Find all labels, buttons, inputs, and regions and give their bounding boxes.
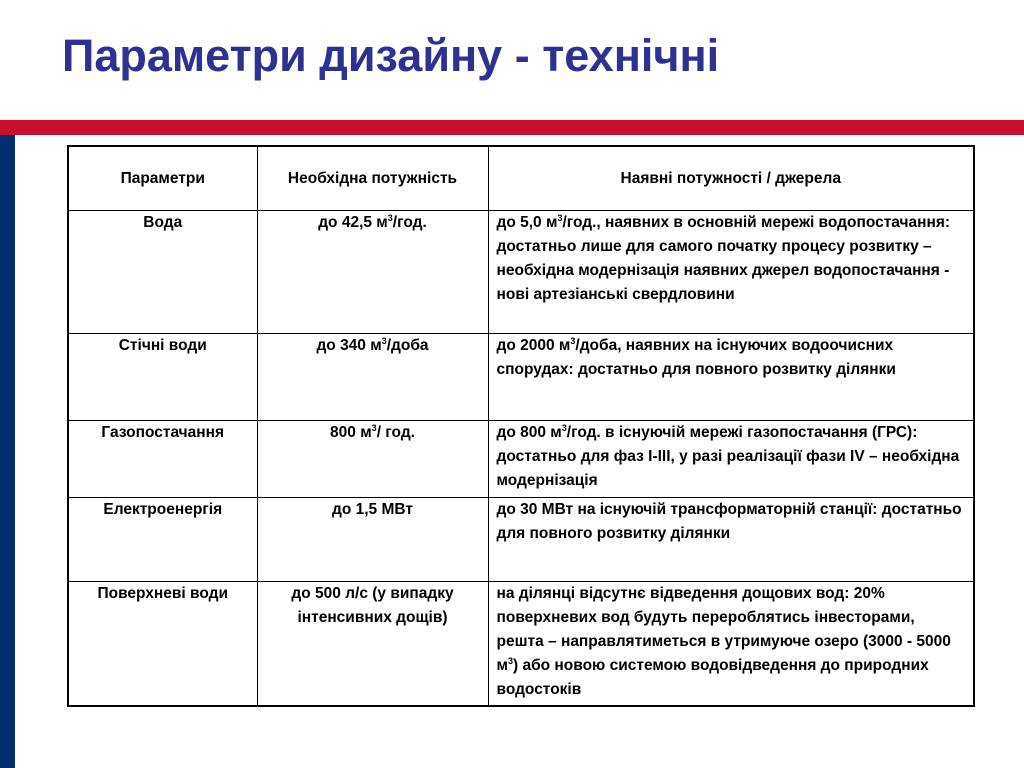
param-cell: Поверхневі води [68,582,257,707]
header-parameters: Параметри [68,146,257,211]
param-cell: Газопостачання [68,421,257,498]
table-row [68,421,974,498]
required-cell: 800 $м^3/$ год. [257,421,488,498]
param-cell: Стічні води [68,334,257,421]
available-cell: до 30 МВт на існуючій трансформаторній станції: достатньо для повного розвитку ділянки [488,498,974,582]
header-available-capacity: Наявні потужності / джерела [488,146,974,211]
param-cell: Вода [68,211,257,334]
parameters-table [67,145,975,707]
available-cell: на ділянці відсутнє відведення дощових вод: 20% поверхневих вод будуть перероблятись інвесторами, решта – направлятиметься в утримуюче озеро (3000 - 5000 $м^3$) або новою системою водовідведення до природних водостоків [488,582,974,707]
header-required-capacity: Необхідна потужність [257,146,488,211]
table-row [68,582,974,707]
available-cell: до 2000 $м^3$/доба, наявних на існуючих водоочисних спорудах: достатньо для повного розвитку ділянки [488,334,974,421]
table-row [68,211,974,334]
slide-title: Параметри дизайну - технічні [62,30,720,81]
required-cell: до 500 л/с (у випадку інтенсивних дощів) [257,582,488,707]
table-row [68,334,974,421]
required-cell: до 340 $м^3$/доба [257,334,488,421]
available-cell: до 800 $м^3$/год. в існуючій мережі газопостачання (ГРС): достатньо для фаз I-III, у разі реалізації фази IV – необхідна модернізація [488,421,974,498]
accent-bar [0,120,1024,135]
table-row [68,498,974,582]
param-cell: Електроенергія [68,498,257,582]
table-header-row [68,146,974,211]
side-bar [0,135,15,768]
available-cell: до 5,0 $м^3$/год., наявних в основній мережі водопостачання: достатньо лише для самого початку процесу розвитку – необхідна модернізація наявних джерел водопостачання - нові артезіанські свердловини [488,211,974,334]
required-cell: до 42,5 $м^3$/год. [257,211,488,334]
required-cell: до 1,5 МВт [257,498,488,582]
